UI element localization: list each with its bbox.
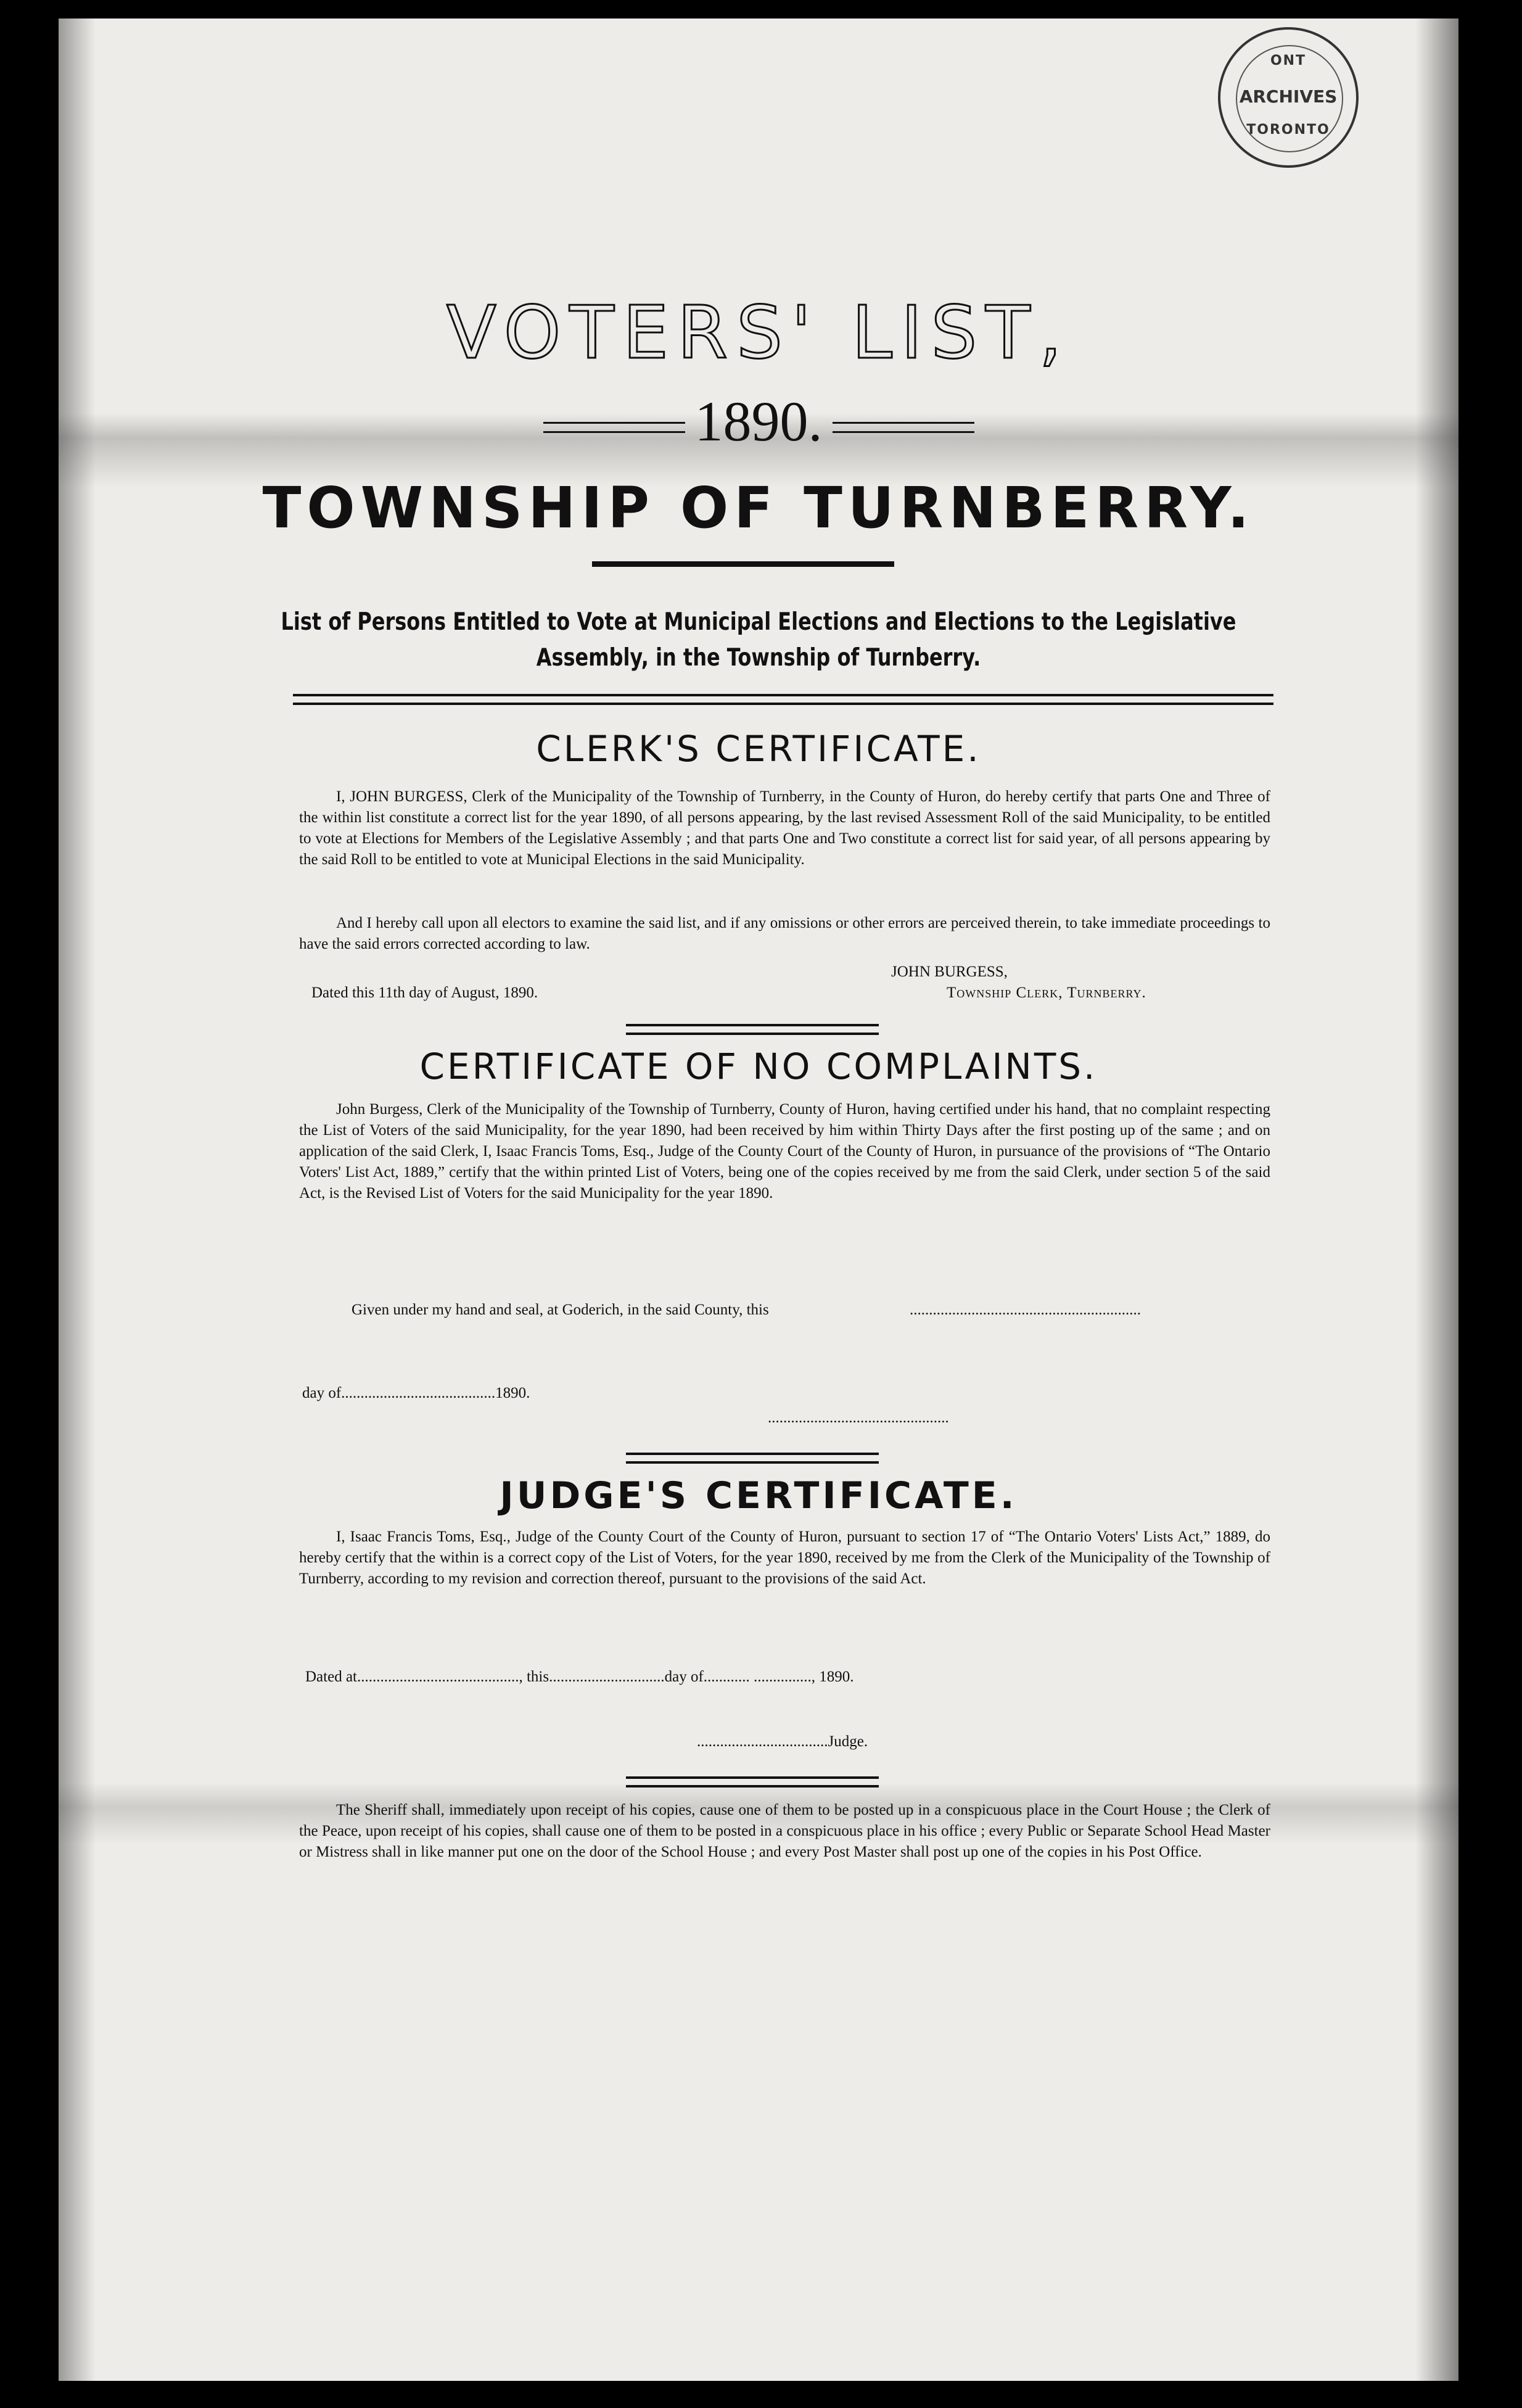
archives-stamp — [1218, 27, 1359, 168]
year-rule-right — [833, 422, 974, 433]
no-complaints-text: John Burgess, Clerk of the Municipality of the Township of Turnberry, County of Huron, having certified under his hand, that no complaint respecting the List of Voters of the said Municipality, for the year 1890, had been received by him within Thirty Days after the first posting up of the same ; and on application of the said Clerk, I, Isaac Francis Toms, Esq., Judge of the County Court of the County of Huron, in pursuance of the provisions of “The Ontario Voters' List Act, 1889,” certify that the within printed List of Voters, being one of the copies received by me from the said Clerk, under section 5 of the said Act, is the Revised List of Voters for the said Municipality for the year 1890. — [299, 1101, 1270, 1202]
given-date-blank: ............................................................ — [910, 1301, 1141, 1318]
document-page — [59, 19, 1458, 2381]
section-divider-clerk — [626, 1024, 879, 1035]
judge-certificate-text: I, Isaac Francis Toms, Esq., Judge of the County Court of the County of Huron, pursuant to section 17 of “The Ontario Voters' Lists Act,” 1889, do hereby certify that the within is a correct copy of the List of Voters, for the year 1890, received by me from the Clerk of the Municipality of the Township of Turnberry, according to my revision and correction thereof, pursuant to the provisions of the said Act. — [299, 1528, 1270, 1587]
stamp-bottom-text: TORONTO — [1246, 122, 1330, 138]
title-divider — [592, 561, 894, 567]
township-title: TOWNSHIP OF TURNBERRY. — [262, 475, 1255, 541]
year-line — [59, 389, 1458, 454]
document-title: VOTERS' LIST, — [446, 290, 1071, 375]
judge-certificate-heading: JUDGE'S CERTIFICATE. — [500, 1474, 1018, 1517]
clerk-signature-title: Township Clerk, Turnberry. — [947, 984, 1146, 1001]
year-rule-left — [543, 422, 685, 433]
clerk-dated-line: Dated this 11th day of August, 1890. — [311, 984, 538, 1001]
section-divider-judge — [626, 1776, 879, 1787]
posting-instructions-text: The Sheriff shall, immediately upon receipt of his copies, cause one of them to be posted up in a conspicuous place in the Court House ; the Clerk of the Peace, upon receipt of his copies, shall cause one of them to be posted in a conspicuous place in his office ; every Public or Separate School Head Master or Mistress shall in like manner put one on the door of the School House ; and every Post Master shall post up one of the copies in his Post Office. — [299, 1802, 1270, 1860]
clerk-electors-text: And I hereby call upon all electors to examine the said list, and if any omissions or other errors are perceived therein, to take immediate proceedings to have the said errors corrected according to law. — [299, 915, 1270, 952]
subtitle-line-1: List of Persons Entitled to Vote at Municipal Elections and Elections to the Legislative — [281, 608, 1236, 636]
section-divider-top — [293, 694, 1273, 705]
clerk-certificate-heading: CLERK'S CERTIFICATE. — [536, 728, 981, 770]
section-divider-complaints — [626, 1453, 879, 1464]
clerk-signature-name: JOHN BURGESS, — [891, 963, 1008, 980]
year-text: 1890. — [694, 390, 823, 453]
judge-signature-blank: ............................................... — [768, 1409, 949, 1426]
judge-signature-line: ..................................Judge. — [697, 1733, 868, 1750]
no-complaints-heading: CERTIFICATE OF NO COMPLAINTS. — [419, 1045, 1098, 1087]
judge-dated-line: Dated at.........................................., this..............................day of............ ..............., 1890. — [305, 1668, 854, 1685]
clerk-certificate-text: I, JOHN BURGESS, Clerk of the Municipality of the Township of Turnberry, in the County of Huron, do hereby certify that parts One and Three of the within list constitute a correct list for the year 1890, of all persons appearing, by the last revised Assessment Roll of the said Municipality, to be entitled to vote at Elections for Members of the Legislative Assembly ; and that parts One and Two constitute a correct list for said year, of all persons appearing by the said Roll to be entitled to vote at Municipal Elections in the said Municipality. — [299, 788, 1270, 868]
document-subtitle — [184, 604, 1332, 676]
day-of-line: day of........................................1890. — [302, 1385, 530, 1401]
given-under-hand-text: Given under my hand and seal, at Goderich, in the said County, this — [352, 1301, 769, 1318]
stamp-top-text: ONT — [1270, 53, 1307, 68]
subtitle-line-2: Assembly, in the Township of Turnberry. — [536, 644, 981, 672]
stamp-middle-text: ARCHIVES — [1239, 86, 1338, 107]
